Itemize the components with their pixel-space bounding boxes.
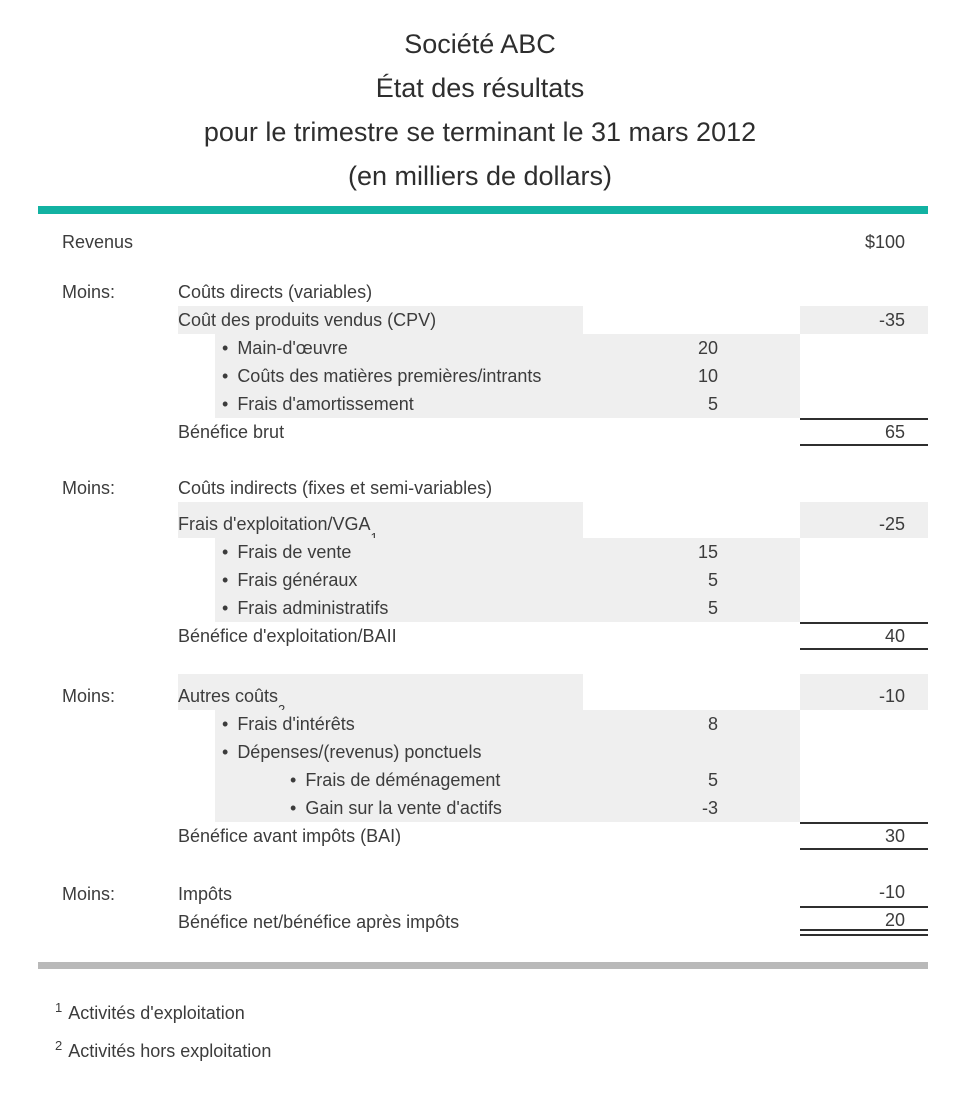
item-label: Frais d'intérêts xyxy=(237,714,355,734)
line-item-row xyxy=(38,710,928,738)
bullet-icon: • xyxy=(222,394,229,414)
footnote-2-text: Activités hors exploitation xyxy=(68,1041,272,1061)
item-label: Frais de déménagement xyxy=(305,770,501,790)
section1-subtotal-row xyxy=(38,306,928,334)
section3-result-row xyxy=(38,822,928,850)
section3-subtotal-label: Autres coûts xyxy=(178,674,583,710)
net-income-label: Bénéfice net/bénéfice après impôts xyxy=(178,912,460,932)
section1-subtotal-value: -35 xyxy=(800,306,928,334)
revenue-label: Revenus xyxy=(62,232,134,252)
item-label: Gain sur la vente d'actifs xyxy=(305,798,502,818)
revenue-value: $100 xyxy=(864,232,905,252)
item-value xyxy=(718,738,800,766)
section3-moins-label: Moins: xyxy=(62,686,116,706)
top-accent-rule xyxy=(38,206,928,214)
line-item-row xyxy=(38,738,928,766)
line-item-row xyxy=(38,362,928,390)
bullet-icon: • xyxy=(222,598,229,618)
taxes-row xyxy=(38,880,928,908)
section1-result-row xyxy=(38,418,928,446)
line-item-row xyxy=(38,794,928,822)
item-value: 8 xyxy=(707,714,718,734)
section3-result-label: Bénéfice avant impôts (BAI) xyxy=(178,826,402,846)
bullet-icon: • xyxy=(222,742,229,762)
section3-subtotal-row xyxy=(38,674,928,710)
section2-subtotal-row xyxy=(38,502,928,538)
item-label: Frais d'amortissement xyxy=(237,394,414,414)
title-company: Société ABC xyxy=(404,29,556,59)
section2-subtotal-label: Frais d'exploitation/VGA xyxy=(178,502,583,538)
bullet-icon: • xyxy=(222,366,229,386)
item-value: 5 xyxy=(707,570,718,590)
footnote-2 xyxy=(55,1037,960,1065)
item-value: 20 xyxy=(697,338,718,358)
taxes-moins-label: Moins: xyxy=(62,884,116,904)
income-statement xyxy=(38,214,928,936)
section2-moins-label: Moins: xyxy=(62,478,116,498)
item-label: Dépenses/(revenus) ponctuels xyxy=(237,742,482,762)
section1-header: Coûts directs (variables) xyxy=(178,282,373,302)
bullet-icon: • xyxy=(290,798,297,818)
item-value: 15 xyxy=(697,542,718,562)
item-value: 5 xyxy=(707,598,718,618)
item-value: 10 xyxy=(697,366,718,386)
footnote-1 xyxy=(55,999,960,1027)
net-income-value: 20 xyxy=(800,908,928,936)
title-statement: État des résultats xyxy=(375,73,585,103)
net-income-row xyxy=(38,908,928,936)
title-units: (en milliers de dollars) xyxy=(347,161,613,191)
item-label: Frais administratifs xyxy=(237,598,389,618)
footnote-1-marker: 1 xyxy=(55,1000,63,1015)
section2-subtotal-value: -25 xyxy=(800,502,928,538)
item-value: 5 xyxy=(707,770,718,790)
footnotes xyxy=(55,999,960,1065)
taxes-label: Impôts xyxy=(178,884,233,904)
item-label: Coûts des matières premières/intrants xyxy=(237,366,542,386)
item-label: Frais de vente xyxy=(237,542,352,562)
item-value: 5 xyxy=(707,394,718,414)
bottom-divider-rule xyxy=(38,962,928,969)
line-item-row xyxy=(38,766,928,794)
title-period: pour le trimestre se terminant le 31 mars 2012 xyxy=(203,117,757,147)
line-item-row xyxy=(38,538,928,566)
bullet-icon: • xyxy=(290,770,297,790)
footnote-1-text: Activités d'exploitation xyxy=(68,1003,245,1023)
bullet-icon: • xyxy=(222,338,229,358)
section1-moins-label: Moins: xyxy=(62,282,116,302)
document-title xyxy=(0,22,960,198)
section3-subtotal-value: -10 xyxy=(800,674,928,710)
section2-result-row xyxy=(38,622,928,650)
revenue-row xyxy=(38,228,928,256)
item-value: -3 xyxy=(701,798,718,818)
line-item-row xyxy=(38,390,928,418)
section2-header-row xyxy=(38,474,928,502)
section1-header-row xyxy=(38,278,928,306)
section1-result-label: Bénéfice brut xyxy=(178,422,285,442)
footnote-2-marker: 2 xyxy=(55,1038,63,1053)
line-item-row xyxy=(38,566,928,594)
section2-header: Coûts indirects (fixes et semi-variables) xyxy=(178,478,493,498)
taxes-value: -10 xyxy=(800,880,928,908)
section2-result-value: 40 xyxy=(800,622,928,650)
bullet-icon: • xyxy=(222,714,229,734)
bullet-icon: • xyxy=(222,542,229,562)
line-item-row xyxy=(38,594,928,622)
section1-result-value: 65 xyxy=(800,418,928,446)
line-item-row xyxy=(38,334,928,362)
item-label: Main-d'œuvre xyxy=(237,338,348,358)
section2-result-label: Bénéfice d'exploitation/BAII xyxy=(178,626,397,646)
bullet-icon: • xyxy=(222,570,229,590)
section3-result-value: 30 xyxy=(800,822,928,850)
item-label: Frais généraux xyxy=(237,570,358,590)
section1-subtotal-label: Coût des produits vendus (CPV) xyxy=(178,306,583,334)
